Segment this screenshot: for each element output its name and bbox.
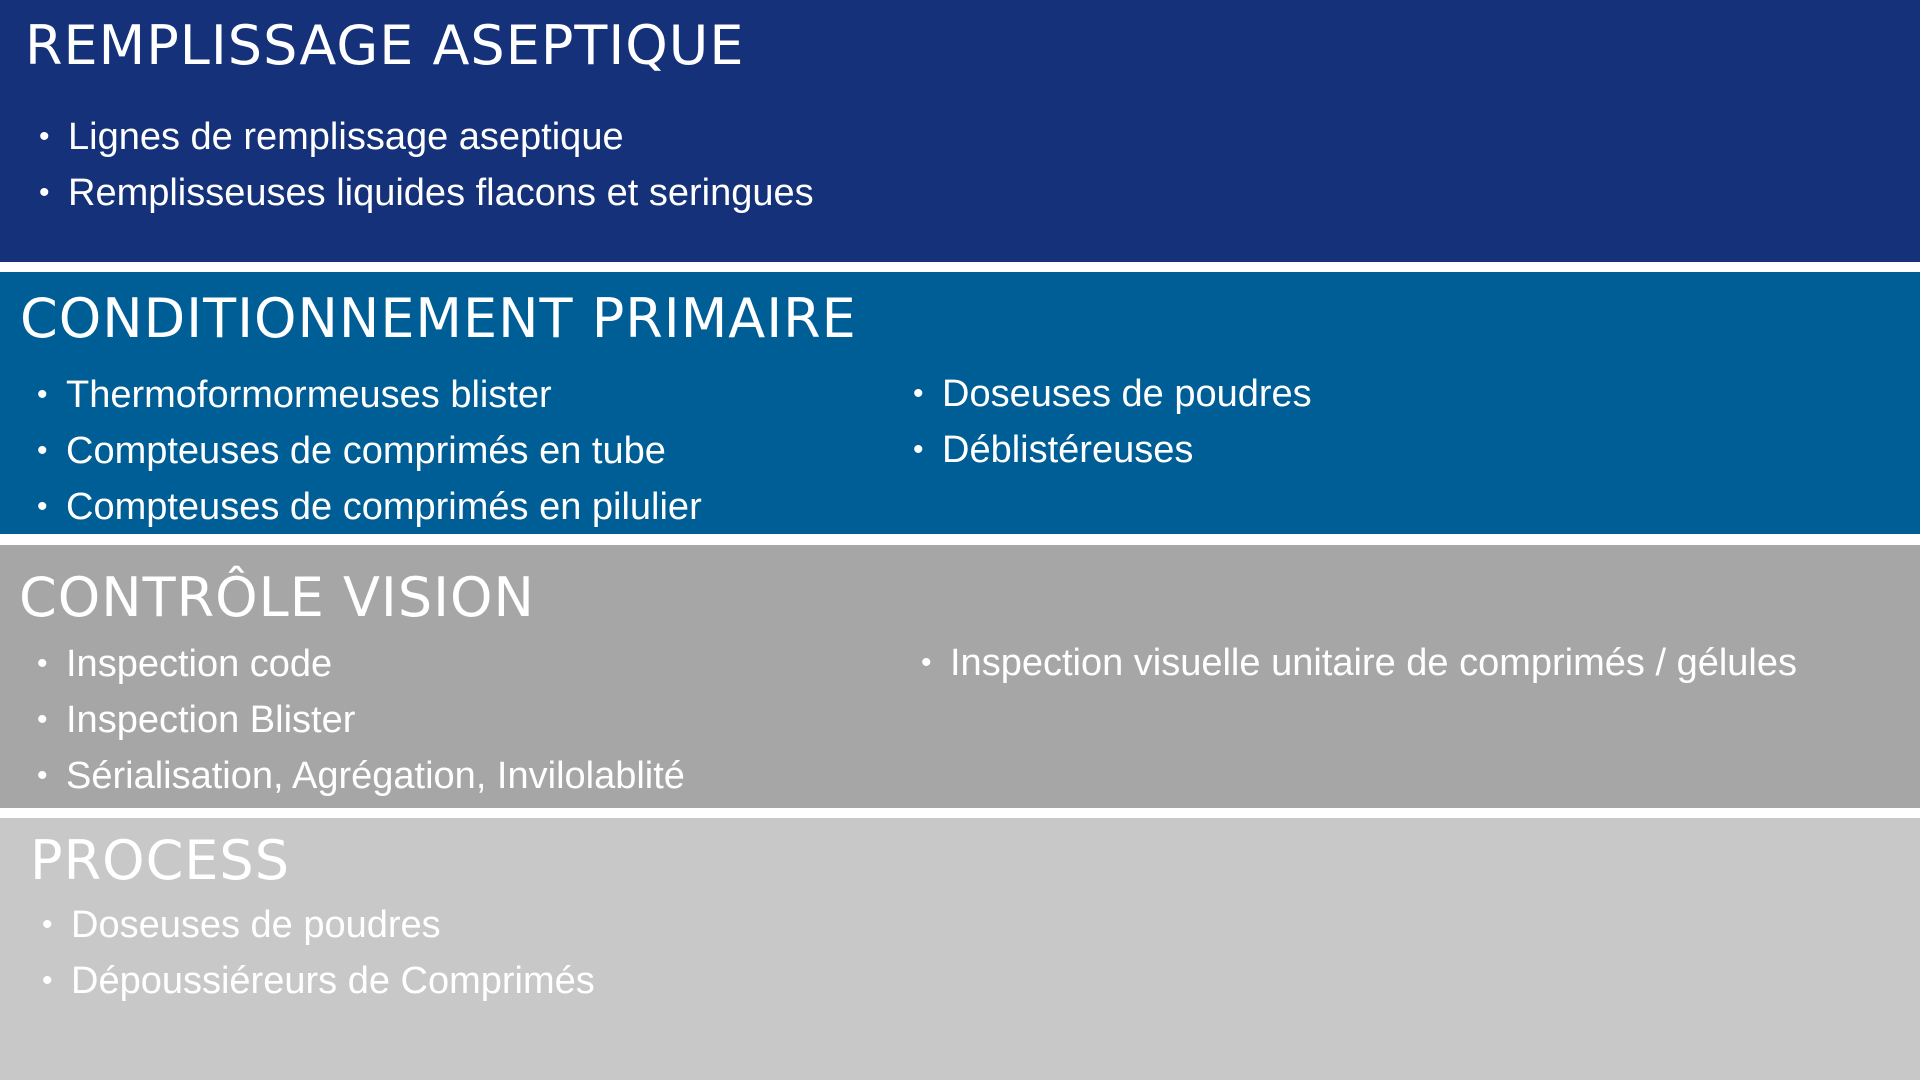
- bullet-icon: •: [39, 120, 50, 153]
- bullet-icon: •: [39, 176, 50, 209]
- item-list-right: [909, 366, 1312, 478]
- list-item: [35, 165, 814, 221]
- list-item: [33, 479, 702, 535]
- bullet-icon: •: [42, 908, 53, 941]
- section-controle-vision: [0, 545, 1920, 808]
- item-list: [35, 109, 814, 221]
- list-item: [909, 422, 1312, 478]
- section-title: CONTRÔLE VISION: [19, 566, 535, 629]
- list-item: [33, 692, 685, 748]
- list-item-label: Thermoformormeuses blister: [66, 374, 552, 416]
- item-list-left: [33, 636, 685, 804]
- bullet-icon: •: [913, 377, 924, 410]
- section-title: CONDITIONNEMENT PRIMAIRE: [20, 287, 857, 350]
- list-item-label: Compteuses de comprimés en pilulier: [66, 486, 702, 528]
- bullet-icon: •: [37, 759, 48, 792]
- section-conditionnement-primaire: [0, 272, 1920, 534]
- list-item: [33, 636, 685, 692]
- list-item-label: Dépoussiéreurs de Comprimés: [71, 960, 595, 1002]
- section-process: [0, 818, 1920, 1080]
- bullet-icon: •: [37, 378, 48, 411]
- list-item: [35, 109, 814, 165]
- bullet-icon: •: [42, 964, 53, 997]
- list-item: [38, 953, 595, 1009]
- list-item-label: Inspection code: [66, 643, 333, 685]
- item-list-left: [33, 367, 702, 535]
- bullet-icon: •: [921, 646, 932, 679]
- list-item: [38, 897, 595, 953]
- section-title: PROCESS: [30, 829, 290, 892]
- list-item-label: Déblistéreuses: [942, 429, 1194, 471]
- list-item-label: Compteuses de comprimés en tube: [66, 430, 666, 472]
- list-item-label: Lignes de remplissage aseptique: [68, 116, 624, 158]
- list-item: [917, 635, 1797, 691]
- list-item: [33, 748, 685, 804]
- bullet-icon: •: [37, 490, 48, 523]
- bullet-icon: •: [37, 434, 48, 467]
- bullet-icon: •: [37, 647, 48, 680]
- item-list: [38, 897, 595, 1009]
- list-item-label: Doseuses de poudres: [942, 373, 1312, 415]
- list-item-label: Remplisseuses liquides flacons et seringues: [68, 172, 814, 214]
- bullet-icon: •: [913, 433, 924, 466]
- list-item: [33, 367, 702, 423]
- section-remplissage-aseptique: [0, 0, 1920, 262]
- list-item: [909, 366, 1312, 422]
- list-item-label: Sérialisation, Agrégation, Invilolablité: [66, 755, 685, 797]
- list-item-label: Inspection Blister: [66, 699, 356, 741]
- list-item-label: Inspection visuelle unitaire de comprimés / gélules: [950, 642, 1797, 684]
- bullet-icon: •: [37, 703, 48, 736]
- list-item-label: Doseuses de poudres: [71, 904, 441, 946]
- item-list-right: [917, 635, 1797, 691]
- section-title: REMPLISSAGE ASEPTIQUE: [25, 14, 745, 77]
- list-item: [33, 423, 702, 479]
